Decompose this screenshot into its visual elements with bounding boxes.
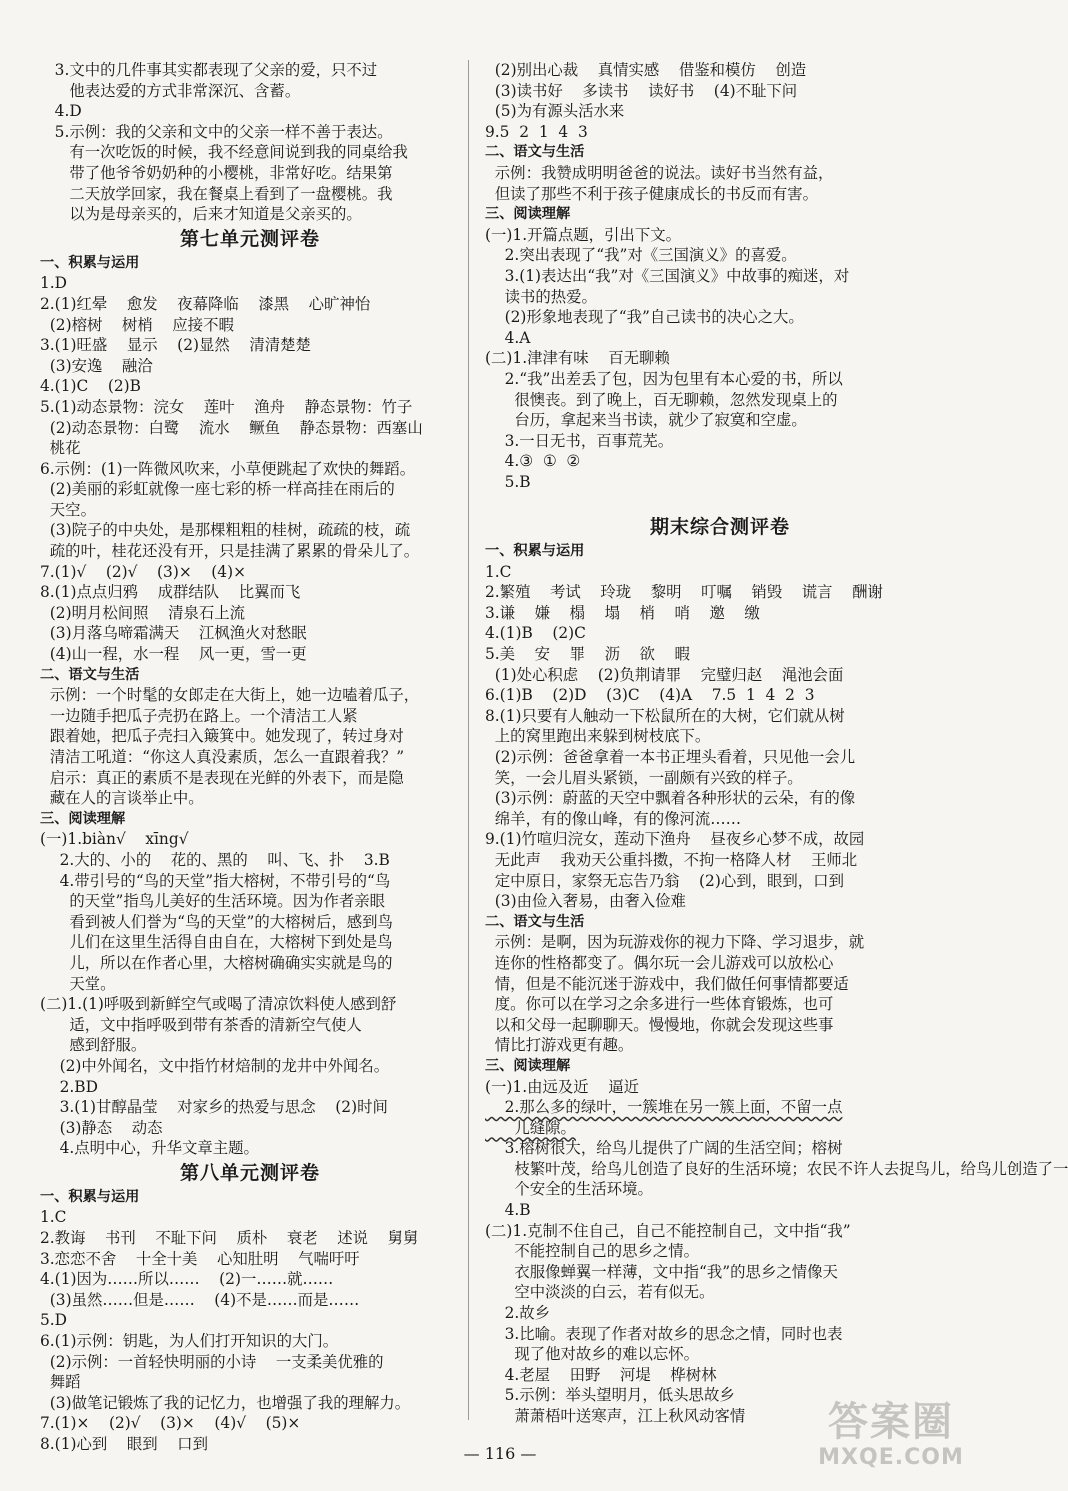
- answer-line: 儿，所以在作者心里，大榕树确确实实就是鸟的: [40, 953, 393, 972]
- column-divider: [468, 60, 469, 1420]
- watermark-title: 答案圈: [828, 1399, 954, 1445]
- answer-line: (1)处心积虑 (2)负荆请罪 完璧归赵 渑池会面: [485, 665, 844, 684]
- answer-line: 5.B: [485, 472, 531, 491]
- answer-line: (一)1.由远及近 逼近: [485, 1077, 639, 1096]
- answer-line: (3)示例：蔚蓝的天空中飘着各种形状的云朵，有的像: [485, 789, 856, 808]
- answer-line: 跟着她，把瓜子壳扫入簸箕中。她发现了，转过身对: [40, 727, 404, 746]
- answer-line: 一边随手把瓜子壳扔在路上。一个清洁工人紧: [40, 706, 358, 725]
- answer-line: 2.故乡: [485, 1304, 551, 1323]
- answer-line: 4.D: [40, 102, 82, 121]
- answer-line: 4.(1)C (2)B: [40, 377, 141, 396]
- answer-line: 3.谦 嫌 榻 塌 梢 哨 邀 缴: [485, 603, 760, 622]
- answer-line: 绵羊，有的像山峰，有的像河流……: [485, 809, 742, 828]
- spacer: [485, 492, 955, 513]
- answer-line: 萧萧梧叶送寒声，江上秋风动客情: [485, 1407, 746, 1425]
- answer-line: 启示：真正的素质不是表现在光鲜的外表下，而是隐: [40, 768, 404, 787]
- answer-line: 4.老屋 田野 河堤 桦树林: [485, 1365, 717, 1384]
- answer-line: 7.(1)√ (2)√ (3)× (4)×: [40, 562, 247, 581]
- section-heading: 一、积累与运用: [40, 254, 140, 271]
- answer-line: 情，但是不能沉迷于游戏中，我们做任何事情都要适: [485, 974, 849, 993]
- answer-line: (5)为有源头活水来: [485, 102, 625, 121]
- answer-line: 3.(1)旺盛 显示 (2)显然 清清楚楚: [40, 336, 311, 355]
- answer-line: 8.(1)心到 眼到 口到: [40, 1435, 208, 1453]
- answer-line: 台历，拿起来当书读，就少了寂寞和空虚。: [485, 411, 807, 430]
- right-column: [485, 60, 1068, 1427]
- answer-line: (一)1.开篇点题，引出下文。: [485, 225, 681, 244]
- answer-line: 4.③ ① ②: [485, 452, 581, 471]
- answer-line: 示例：我赞成明明爸爸的说法。读好书当然有益，: [485, 163, 834, 182]
- answer-line: [485, 1097, 955, 1118]
- answer-line: [485, 1118, 955, 1139]
- answer-line: 5.D: [40, 1311, 68, 1330]
- answer-line: 6.(1)示例：钥匙，为人们打开知识的大门。: [40, 1332, 339, 1351]
- answer-line: 4.(1)B (2)C: [485, 624, 586, 643]
- answer-line: 以和父母一起聊聊天。慢慢地，你就会发现这些事: [485, 1015, 834, 1034]
- answer-line: 6.(1)B (2)D (3)C (4)A 7.5 1 4 2 3: [485, 686, 815, 705]
- answer-line: 以为是母亲买的，后来才知道是父亲买的。: [40, 205, 362, 224]
- answer-line: 桃花: [40, 439, 81, 458]
- answer-line: 2.“我”出差丢了包，因为包里有本心爱的书，所以: [485, 369, 843, 388]
- answer-line: 4.点明中心，升华文章主题。: [40, 1139, 259, 1158]
- answer-line: 情比打游戏更有趣。: [485, 1036, 634, 1055]
- answer-line: (2)动态景物：白鹭 流水 鳜鱼 静态景物：西塞山: [40, 418, 423, 437]
- answer-line: 3.(1)表达出“我”对《三国演义》中故事的痴迷，对: [485, 266, 850, 285]
- answer-line: 不能控制自己的思乡之情。: [485, 1242, 700, 1261]
- answer-line: (2)形象地表现了“我”自己读书的决心之大。: [485, 308, 804, 327]
- underlined-answer: 2.那么多的绿叶，一簇堆在另一簇上面，不留一点: [485, 1098, 843, 1117]
- answer-line: 3.一日无书，百事荒芜。: [485, 431, 674, 450]
- answer-line: 4.A: [485, 328, 531, 347]
- answer-line: 个安全的生活环境。: [485, 1180, 653, 1199]
- answer-line: 3.文中的几件事其实都表现了父亲的爱，只不过: [40, 61, 378, 79]
- answer-line: 示例：是啊，因为玩游戏你的视力下降、学习退步，就: [485, 933, 865, 952]
- answer-line: 1.C: [40, 1208, 67, 1227]
- watermark-url: MXQE.COM: [818, 1445, 964, 1470]
- answer-line: (2)中外闻名，文中指竹材焙制的龙井中外闻名。: [40, 1056, 390, 1075]
- answer-line: 带了他爷爷奶奶种的小樱桃，非常好吃。结果第: [40, 163, 393, 182]
- answer-line: (2)明月松间照 清泉石上流: [40, 603, 246, 622]
- left-column: [40, 60, 460, 1455]
- section-heading: 二、语文与生活: [485, 913, 585, 930]
- section-heading: 一、积累与运用: [40, 1188, 140, 1205]
- answer-line: 空中淡淡的白云，若有似无。: [485, 1283, 715, 1302]
- answer-line: 6.示例：(1)一阵微风吹来，小草便跳起了欢快的舞蹈。: [40, 459, 416, 478]
- answer-line: 3.榕树很大，给鸟儿提供了广阔的生活空间；榕树: [485, 1139, 843, 1158]
- answer-line: 但读了那些不利于孩子健康成长的书反而有害。: [485, 184, 818, 203]
- section-title: 第八单元测评卷: [179, 1161, 320, 1184]
- answer-line: 衣服像蝉翼一样薄，文中指“我”的思乡之情像天: [485, 1262, 838, 1281]
- answer-line: 5.示例：举头望明月，低头思故乡: [485, 1386, 735, 1405]
- answer-line: 定中原日，家祭无忘告乃翁 (2)心到，眼到，口到: [485, 871, 844, 890]
- section-title: 期末综合测评卷: [649, 516, 790, 539]
- answer-line: 7.(1)× (2)√ (3)× (4)√ (5)×: [40, 1414, 301, 1433]
- section-heading: 三、阅读理解: [485, 1057, 571, 1074]
- answer-line: 2.大的、小的 花的、黑的 叫、飞、扑 3.B: [40, 850, 390, 869]
- answer-line: (二)1.(1)呼吸到新鲜空气或喝了清凉饮料使人感到舒: [40, 995, 397, 1014]
- answer-line: 8.(1)点点归鸦 成群结队 比翼而飞: [40, 583, 301, 602]
- answer-line: (2)示例：爸爸拿着一本书正埋头看着，只见他一会儿: [485, 748, 856, 766]
- section-heading: 三、阅读理解: [485, 206, 571, 223]
- answer-line: 8.(1)只要有人触动一下松鼠所在的大树，它们就从树: [485, 706, 845, 725]
- answer-line: 度。你可以在学习之余多进行一些体育锻炼，也可: [485, 995, 834, 1014]
- answer-line: (3)院子的中央处，是那棵粗粗的桂树，疏疏的枝，疏: [40, 521, 411, 540]
- answer-line: 3.(1)甘醇晶莹 对家乡的热爱与思念 (2)时间: [40, 1098, 388, 1117]
- answer-line: (2)示例：一首轻快明丽的小诗 一支柔美优雅的: [40, 1352, 384, 1371]
- answer-line: 读书的热爱。: [485, 287, 597, 306]
- section-heading: 三、阅读理解: [40, 810, 126, 827]
- answer-line: 藏在人的言谈举止中。: [40, 789, 204, 808]
- watermark-logo: [796, 1399, 986, 1479]
- answer-line: 1.C: [485, 562, 512, 581]
- answer-line: (2)美丽的彩虹就像一座七彩的桥一样高挂在雨后的: [40, 480, 395, 499]
- answer-line: (2)榕树 树梢 应接不暇: [40, 315, 234, 334]
- answer-line: 看到被人们誉为“鸟的天堂”的大榕树后，感到鸟: [40, 912, 393, 931]
- answer-line: (3)读书好 多读书 读好书 (4)不耻下问: [485, 81, 798, 100]
- answer-line: 笑，一会儿眉头紧锁，一副颇有兴致的样子。: [485, 768, 803, 787]
- answer-line: 5.(1)动态景物：浣女 莲叶 渔舟 静态景物：竹子: [40, 397, 413, 416]
- section-heading: 二、语文与生活: [485, 144, 585, 161]
- answer-line: 2.(1)红晕 愈发 夜幕降临 漆黑 心旷神怡: [40, 294, 371, 313]
- answer-line: 9.(1)竹喧归浣女，莲动下渔舟 昼夜乡心梦不成，故园: [485, 830, 865, 849]
- answer-line: 舞蹈: [40, 1373, 81, 1392]
- answer-line: 的天堂”指鸟儿美好的生活环境。因为作者亲眼: [40, 892, 386, 911]
- answer-line: 上的窝里跑出来躲到树枝底下。: [485, 727, 711, 746]
- answer-line: 2.BD: [40, 1077, 98, 1096]
- answer-line: 4.B: [485, 1201, 531, 1220]
- answer-line: 有一次吃饭的时候，我不经意间说到我的同桌给我: [40, 143, 408, 162]
- answer-line: 4.(1)因为……所以…… (2)一……就……: [40, 1270, 334, 1289]
- answer-line: (3)虽然……但是…… (4)不是……而是……: [40, 1290, 360, 1309]
- answer-line: (3)安逸 融洽: [40, 356, 153, 375]
- answer-line: 他表达爱的方式非常深沉、含蓄。: [40, 81, 301, 100]
- answer-line: 2.教诲 书刊 不耻下问 质朴 衰老 述说 舅舅: [40, 1229, 419, 1248]
- answer-line: 9.5 2 1 4 3: [485, 122, 588, 141]
- page-number: — 116 —: [463, 1444, 537, 1463]
- answer-line: 2.繁殖 考试 玲珑 黎明 叮嘱 销毁 谎言 酬谢: [485, 583, 883, 602]
- answer-line: (一)1.biàn√ xīng√: [40, 830, 189, 849]
- answer-line: (4)山一程，水一程 风一更，雪一更: [40, 645, 307, 664]
- answer-line: 枝繁叶茂，给鸟儿创造了良好的生活环境；农民不许人去捉鸟儿，给鸟儿创造了一: [485, 1159, 1068, 1178]
- answer-line: 3.比喻。表现了作者对故乡的思念之情，同时也表: [485, 1324, 843, 1343]
- answer-line: 很懊丧。到了晚上，百无聊赖，忽然发现桌上的: [485, 390, 838, 409]
- answer-line: (2)别出心裁 真情实感 借鉴和模仿 创造: [485, 61, 807, 79]
- answer-line: 儿们在这里生活得自由自在，大榕树下到处是鸟: [40, 933, 393, 952]
- answer-line: (3)做笔记锻炼了我的记忆力，也增强了我的理解力。: [40, 1393, 411, 1412]
- answer-line: 1.D: [40, 274, 68, 293]
- section-heading: 一、积累与运用: [485, 543, 585, 560]
- answer-line: (3)月落乌啼霜满天 江枫渔火对愁眠: [40, 624, 307, 643]
- section-title: 第七单元测评卷: [179, 227, 320, 250]
- answer-line: 天空。: [40, 500, 96, 519]
- section-heading: 二、语文与生活: [40, 666, 140, 683]
- answer-line: (二)1.津津有味 百无聊赖: [485, 349, 670, 368]
- answer-line: 感到舒服。: [40, 1036, 147, 1055]
- answer-line: 适，文中指呼吸到带有茶香的清新空气使人: [40, 1015, 362, 1034]
- answer-line: 无此声 我劝天公重抖擞，不拘一格降人材 王师北: [485, 850, 858, 869]
- answer-line: 5.美 安 罪 沥 欲 暇: [485, 645, 690, 664]
- answer-line: (二)1.克制不住自己，自己不能控制自己，文中指“我”: [485, 1221, 851, 1240]
- underlined-answer: 儿缝隙。: [485, 1118, 576, 1137]
- answer-line: (3)静态 动态: [40, 1118, 163, 1137]
- answer-line: 示例：一个时髦的女郎走在大街上，她一边嗑着瓜子，: [40, 686, 420, 705]
- answer-line: 二天放学回家，我在餐桌上看到了一盘樱桃。我: [40, 184, 393, 203]
- answer-line: 连你的性格都变了。偶尔玩一会儿游戏可以放松心: [485, 953, 834, 972]
- answer-line: 3.恋恋不舍 十全十美 心知肚明 气喘吁吁: [40, 1249, 360, 1268]
- answer-line: 疏的叶，桂花还没有开，只是挂满了累累的骨朵儿了。: [40, 542, 420, 561]
- answer-line: 现了他对故乡的难以忘怀。: [485, 1345, 700, 1364]
- answer-line: 5.示例：我的父亲和文中的父亲一样不善于表达。: [40, 122, 393, 141]
- answer-line: 2.突出表现了“我”对《三国演义》的喜爱。: [485, 246, 797, 265]
- answer-line: (3)由俭入奢易，由奢入俭难: [485, 892, 686, 911]
- answer-line: 天堂。: [40, 974, 116, 993]
- answer-line: 清洁工吼道：“你这人真没素质，怎么一直跟着我？”: [40, 748, 405, 766]
- answer-line: 4.带引号的“鸟的天堂”指大榕树，不带引号的“鸟: [40, 871, 391, 890]
